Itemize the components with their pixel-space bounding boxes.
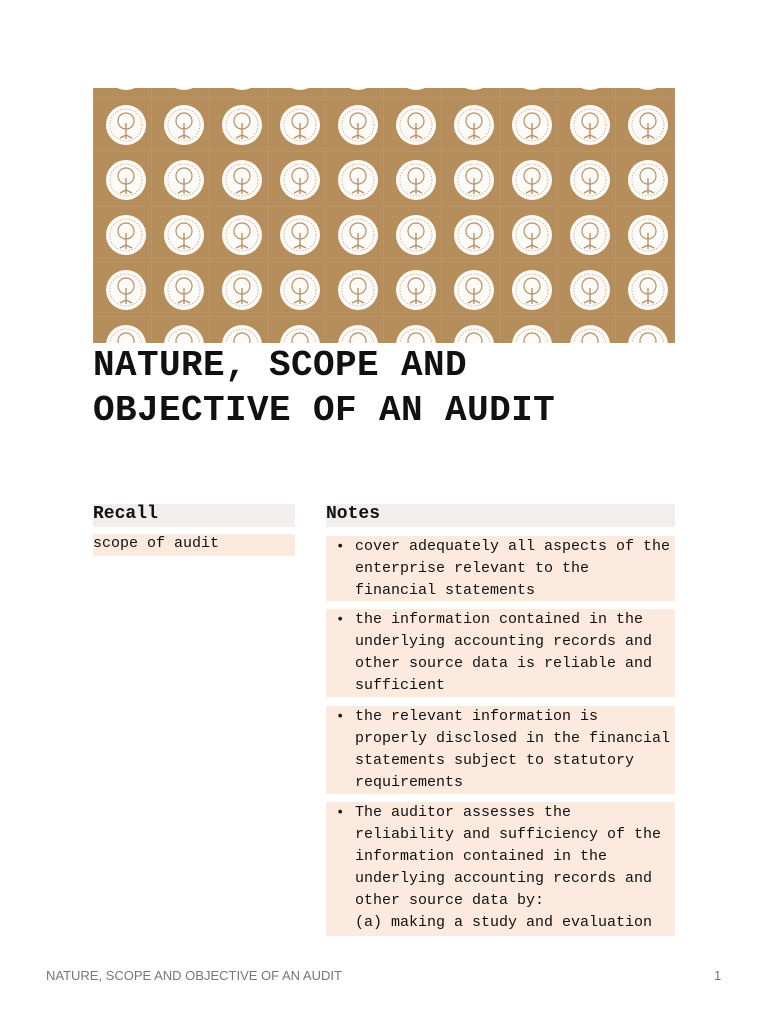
tree-seal-icon [106,325,146,343]
tree-seal-icon [396,325,436,343]
tree-seal-icon [512,160,552,200]
note-text: the information contained in the underlying accounting records and other source data is reliable and sufficient [355,611,653,694]
tree-seal-icon [628,325,668,343]
tree-seal-icon [280,88,320,90]
medallion-pattern [93,88,675,343]
tree-seal-icon [338,88,378,90]
note-cell [326,706,675,794]
tree-seal-icon [106,215,146,255]
recall-column-header: Recall [93,504,295,527]
note-text: The auditor assesses the reliability and sufficiency of the information contained in the underlying accounting records and other source data by: (a) making a study and evaluation [355,804,662,931]
bullet-icon: • [336,805,345,821]
tree-seal-icon [164,270,204,310]
tree-seal-icon [164,105,204,145]
tree-seal-icon [164,215,204,255]
tree-seal-icon [338,105,378,145]
tree-seal-icon [454,160,494,200]
note-text: the relevant information is properly disclosed in the financial statements subject to statutory requirements [355,708,671,791]
tree-seal-icon [454,88,494,90]
tree-seal-icon [570,215,610,255]
tree-seal-icon [280,325,320,343]
tree-seal-icon [164,160,204,200]
tree-seal-icon [222,88,262,90]
tree-seal-icon [396,105,436,145]
tree-seal-icon [512,105,552,145]
header-pattern-banner [93,88,675,343]
tree-seal-icon [106,88,146,90]
tree-seal-icon [454,325,494,343]
tree-seal-icon [222,325,262,343]
tree-seal-icon [512,270,552,310]
bullet-icon: • [336,539,345,555]
tree-seal-icon [396,270,436,310]
recall-cell: scope of audit [93,534,295,556]
tree-seal-icon [338,160,378,200]
tree-seal-icon [222,160,262,200]
tree-seal-icon [222,215,262,255]
tree-seal-icon [570,105,610,145]
tree-seal-icon [628,270,668,310]
page-title: NATURE, SCOPE AND OBJECTIVE OF AN AUDIT [93,345,556,431]
tree-seal-icon [454,270,494,310]
notes-column-header: Notes [326,504,675,527]
tree-seal-icon [222,270,262,310]
tree-seal-icon [628,215,668,255]
tree-seal-icon [222,105,262,145]
bullet-icon: • [336,709,345,725]
note-text: cover adequately all aspects of the enterprise relevant to the financial statements [355,538,671,599]
tree-seal-icon [512,325,552,343]
tree-seal-icon [280,215,320,255]
bullet-icon: • [336,612,345,628]
tree-seal-icon [106,105,146,145]
tree-seal-icon [628,160,668,200]
tree-seal-icon [628,105,668,145]
tree-seal-icon [280,160,320,200]
tree-seal-icon [570,88,610,90]
tree-seal-icon [164,325,204,343]
tree-seal-icon [512,215,552,255]
tree-seal-icon [396,88,436,90]
tree-seal-icon [570,270,610,310]
note-cell [326,536,675,601]
tree-seal-icon [512,88,552,90]
tree-seal-icon [454,215,494,255]
tree-seal-icon [338,325,378,343]
footer-document-title: NATURE, SCOPE AND OBJECTIVE OF AN AUDIT [46,968,342,983]
tree-seal-icon [106,160,146,200]
tree-seal-icon [628,88,668,90]
tree-seal-icon [570,160,610,200]
tree-seal-icon [164,88,204,90]
note-cell [326,609,675,697]
tree-seal-icon [338,215,378,255]
tree-seal-icon [570,325,610,343]
tree-seal-icon [338,270,378,310]
tree-seal-icon [454,105,494,145]
note-cell [326,802,675,936]
tree-seal-icon [396,160,436,200]
tree-seal-icon [396,215,436,255]
tree-seal-icon [280,105,320,145]
footer-page-number: 1 [714,968,722,983]
tree-seal-icon [280,270,320,310]
tree-seal-icon [106,270,146,310]
